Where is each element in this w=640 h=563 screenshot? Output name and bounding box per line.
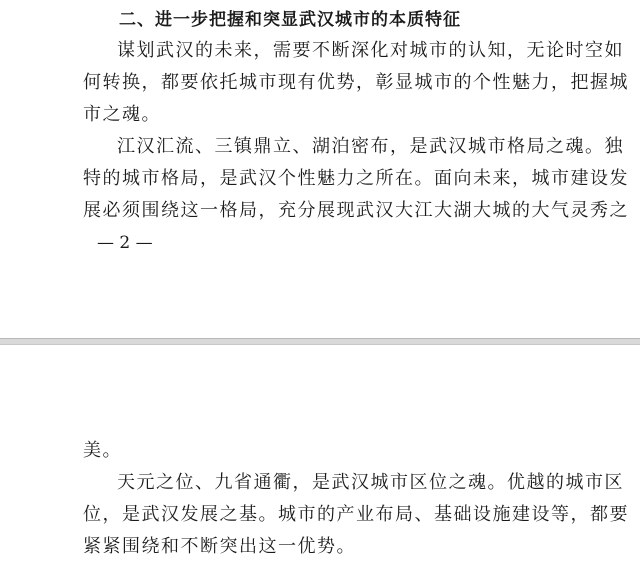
paragraph-line: 特的城市格局，是武汉个性魅力之所在。面向未来，城市建设发 — [83, 168, 629, 189]
paragraph-line: 谋划武汉的未来，需要不断深化对城市的认知，无论时空如 — [117, 40, 624, 61]
document-page-3 — [0, 345, 640, 563]
section-heading: 二、进一步把握和突显武汉城市的本质特征 — [119, 10, 461, 30]
paragraph-line: 何转换，都要依托城市现有优势，彰显城市的个性魅力，把握城 — [83, 72, 629, 93]
paragraph-line: 紧紧围绕和不断突出这一优势。 — [83, 536, 356, 557]
paragraph-line: 江汉汇流、三镇鼎立、湖泊密布，是武汉城市格局之魂。独 — [117, 136, 624, 157]
page-separator — [0, 338, 640, 345]
paragraph-line: 市之魂。 — [83, 104, 161, 125]
paragraph-line: 天元之位、九省通衢，是武汉城市区位之魂。优越的城市区 — [117, 472, 624, 493]
page-number: — 2 — — [97, 233, 153, 253]
paragraph-line: 位，是武汉发展之基。城市的产业布局、基础设施建设等，都要 — [83, 504, 629, 525]
paragraph-line: 美。 — [83, 440, 122, 461]
paragraph-line: 展必须围绕这一格局，充分展现武汉大江大湖大城的大气灵秀之 — [83, 200, 629, 221]
